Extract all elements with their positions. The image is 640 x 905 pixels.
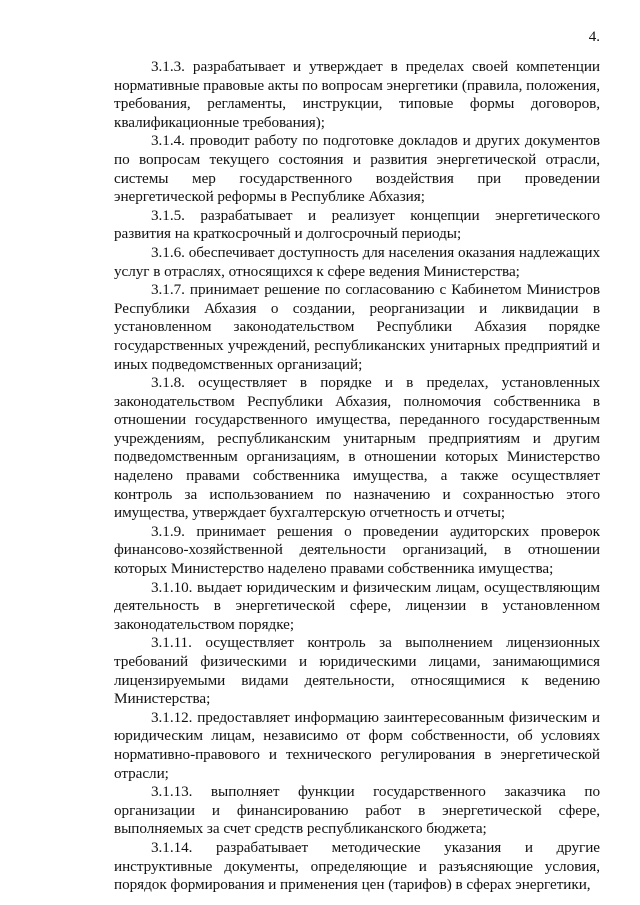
document-body — [114, 58, 600, 895]
paragraph-3-1-7: 3.1.7. принимает решение по согласованию с Кабинетом Министров Республики Абхазия о создании, реорганизации и ликвидации в установленном законодательством Республики Абхазия порядке государственных учреждений, республиканских унитарных предприятий и иных подведомственных организаций; — [114, 281, 600, 373]
paragraph-3-1-6: 3.1.6. обеспечивает доступность для населения оказания надлежащих услуг в отраслях, относящихся к сфере ведения Министерства; — [114, 243, 600, 280]
paragraph-3-1-11: 3.1.11. осуществляет контроль за выполнением лицензионных требований физическими и юридическими лицами, занимающимися лицензируемыми видами деятельности, относящимися к ведению Министерства; — [114, 634, 600, 708]
paragraph-3-1-4: 3.1.4. проводит работу по подготовке докладов и других документов по вопросам текущего состояния и развития энергетической отрасли, системы мер государственного воздействия при проведении энергетической реформы в Республике Абхазия; — [114, 132, 600, 206]
paragraph-3-1-12: 3.1.12. предоставляет информацию заинтересованным физическим и юридическим лицам, независимо от форм собственности, об условиях нормативно-правового и технического регулирования в энергетической отрасли; — [114, 708, 600, 782]
paragraph-3-1-9: 3.1.9. принимает решения о проведении аудиторских проверок финансово-хозяйственной деятельности организаций, в отношении которых Министерство наделено правами собственника имущества; — [114, 522, 600, 578]
paragraph-3-1-14: 3.1.14. разрабатывает методические указания и другие инструктивные документы, определяющие и разъясняющие условия, порядок формирования и применения цен (тарифов) в сферах энергетики, — [114, 838, 600, 894]
page-number: 4. — [588, 29, 600, 45]
paragraph-3-1-3: 3.1.3. разрабатывает и утверждает в пределах своей компетенции нормативные правовые акты по вопросам энергетики (правила, положения, требования, регламенты, инструкции, типовые формы договоров, квалификационные требования); — [114, 58, 600, 131]
paragraph-3-1-13: 3.1.13. выполняет функции государственного заказчика по организации и финансированию работ в энергетической сфере, выполняемых за счет средств республиканского бюджета; — [114, 783, 600, 838]
paragraph-3-1-8: 3.1.8. осуществляет в порядке и в пределах, установленных законодательством Республики Абхазия, полномочия собственника в отношении государственного имущества, переданного государственным учреждениям, республиканским унитарным предприятиям и другим подведомственным организациям, в отношении которых Министерство наделено правами собственника имущества, а также осуществляет контроль за использованием по назначению и сохранностью этого имущества, утверждает бухгалтерскую отчетность и отчеты; — [114, 374, 600, 522]
paragraph-3-1-10: 3.1.10. выдает юридическим и физическим лицам, осуществляющим деятельность в энергетической сфере, лицензии в установленном законодательством порядке; — [114, 578, 600, 633]
paragraph-3-1-5: 3.1.5. разрабатывает и реализует концепции энергетического развития на краткосрочный и долгосрочный периоды; — [114, 206, 600, 243]
